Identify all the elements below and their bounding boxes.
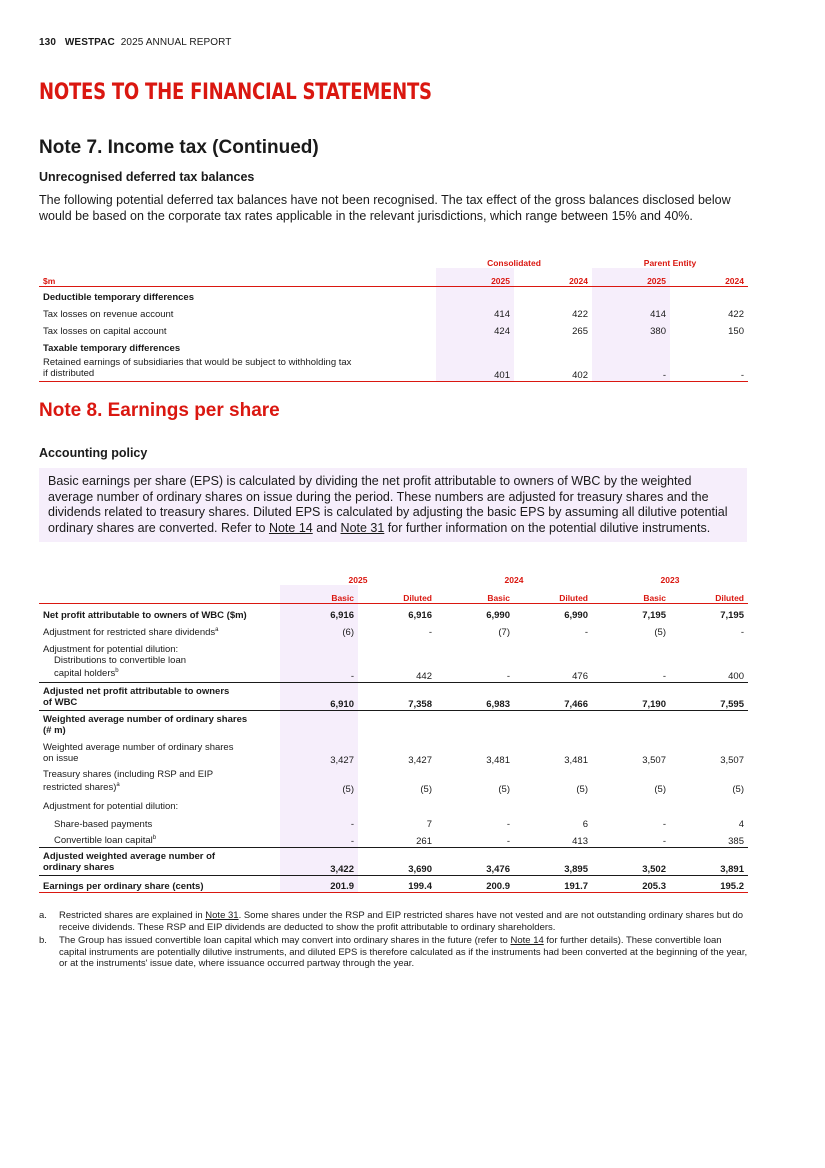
cell-value: 413: [572, 835, 588, 847]
cell-value: 3,476: [486, 863, 510, 875]
row-label: ordinary shares: [43, 861, 115, 873]
cell-value: 7,195: [642, 610, 666, 621]
table-row: [39, 875, 748, 892]
row-label: Adjustment for potential dilution:: [43, 801, 179, 812]
cell-value: 3,422: [280, 847, 358, 875]
cell-value: 205.3: [642, 880, 666, 892]
footnote-b: [39, 935, 748, 970]
cell-value: 414: [436, 303, 514, 320]
note14-link[interactable]: Note 14: [510, 935, 544, 946]
row-label: restricted shares): [43, 782, 117, 793]
cell-value: 265: [572, 326, 588, 337]
table-row: [39, 638, 748, 655]
cell-value: 191.7: [564, 880, 588, 892]
row-label: Earnings per ordinary share (cents): [43, 880, 204, 892]
cell-value: -: [280, 830, 358, 847]
cell-value: 7,190: [642, 698, 666, 710]
col-diluted: Diluted: [715, 592, 744, 603]
brand-name: WESTPAC: [64, 37, 115, 48]
row-label: Retained earnings of subsidiaries that would be subject to withholding tax: [43, 356, 352, 368]
cell-value: (5): [732, 784, 744, 795]
col-diluted: Diluted: [559, 592, 588, 603]
note7-subtitle: Unrecognised deferred tax balances: [39, 170, 255, 184]
cell-value: 3,690: [408, 863, 432, 875]
cell-value: 3,891: [720, 863, 744, 875]
policy-text: for further information on the potential dilutive instruments.: [384, 520, 711, 535]
footnote-marker: b: [115, 668, 119, 675]
policy-text: Basic earnings per share (EPS) is calculated by dividing the net profit attributable to owners of WBC by the weighted average number of ordinary shares on issue during the period. These numbers are adjusted for treasury shares and the dividends related to treasury shares. Diluted EPS is calculated by adjusting the basic EPS by assuming all dilutive potential ordinary shares are converted. Refer to: [48, 474, 728, 535]
year-col: 2024: [569, 275, 588, 286]
cell-value: 6,983: [486, 698, 510, 710]
cell-value: 6,916: [280, 603, 358, 621]
table-row: [39, 812, 748, 830]
cell-value: -: [428, 627, 432, 638]
table-row: [39, 337, 748, 354]
col-basic: Basic: [280, 585, 358, 603]
cell-value: (5): [280, 766, 358, 795]
cell-value: 380: [592, 320, 670, 337]
cell-value: 3,507: [642, 755, 666, 766]
footnote-marker: b.: [39, 935, 47, 946]
row-label: of WBC: [43, 696, 78, 708]
footnote-marker: b: [152, 835, 157, 842]
row-label: if distributed: [43, 367, 95, 379]
cell-value: 414: [592, 303, 670, 320]
note7-intro: The following potential deferred tax balances have not been recognised. The tax effect of the gross balances disclosed below would be based on the corporate tax rates applicable in the relevant jurisdictions, which range between 15% and 40%.: [39, 193, 731, 223]
cell-value: 402: [572, 369, 588, 381]
policy-text: and: [312, 520, 341, 535]
table-row: [39, 303, 748, 320]
cell-value: -: [506, 835, 510, 847]
unit-label: $m: [43, 275, 56, 286]
cell-value: 3,427: [408, 755, 432, 766]
row-label: Treasury shares (including RSP and EIP: [43, 768, 214, 780]
table-row: [39, 354, 748, 381]
table-group-header: [39, 254, 748, 268]
section-label: Taxable temporary differences: [43, 343, 181, 354]
row-label: Tax losses on capital account: [43, 326, 167, 337]
cell-value: 7,466: [564, 698, 588, 710]
cell-value: -: [280, 812, 358, 830]
cell-value: (5): [498, 784, 510, 795]
cell-value: -: [592, 354, 670, 381]
group-consolidated: Consolidated: [487, 258, 541, 268]
table-row: [39, 847, 748, 875]
table-year-header: [39, 570, 748, 585]
row-label: on issue: [43, 753, 79, 764]
section-label: Deductible temporary differences: [43, 292, 194, 303]
cell-value: 201.9: [280, 875, 358, 892]
section-label: (# m): [43, 725, 66, 736]
year-col: 2025: [592, 268, 670, 286]
row-label: Weighted average number of ordinary shares: [43, 742, 234, 753]
cell-value: 385: [728, 835, 744, 847]
cell-value: 7: [426, 819, 432, 830]
year-2025: 2025: [348, 575, 368, 585]
cell-value: -: [662, 835, 666, 847]
note8-subtitle: Accounting policy: [39, 446, 148, 460]
cell-value: (5): [576, 784, 588, 795]
cell-value: 422: [728, 309, 744, 320]
cell-value: -: [506, 670, 510, 682]
note7-title: Note 7. Income tax (Continued): [39, 137, 319, 158]
footnote-marker: a: [116, 781, 120, 788]
section-label: Weighted average number of ordinary shares: [43, 714, 248, 725]
note31-link[interactable]: Note 31: [205, 910, 239, 921]
accounting-policy-box: [39, 468, 747, 542]
cell-value: 3,895: [564, 863, 588, 875]
cell-value: (7): [498, 627, 510, 638]
cell-value: (6): [280, 621, 358, 638]
note8-title: Note 8. Earnings per share: [39, 400, 280, 421]
row-label: Adjustment for potential dilution:: [43, 644, 179, 655]
cell-value: 3,502: [642, 863, 666, 875]
col-diluted: Diluted: [403, 592, 432, 603]
footnote-text: . Some shares under the RSP and EIP restricted shares have not vested and are not outstanding ordinary shares but do receive dividends. These RSP and EIP dividends are deducted to show the profit attributable to ordinary shareholders.: [59, 910, 744, 933]
table-row: [39, 682, 748, 710]
table-row: [39, 621, 748, 638]
cell-value: 199.4: [408, 880, 432, 892]
cell-value: -: [506, 819, 510, 830]
table-col-header: [39, 585, 748, 603]
row-label: Distributions to convertible loan: [54, 655, 187, 667]
row-label: Adjustment for restricted share dividends: [43, 627, 216, 638]
cell-value: (5): [654, 627, 666, 638]
cell-value: 6,990: [486, 610, 510, 621]
cell-value: 7,195: [720, 610, 744, 621]
cell-value: 422: [572, 309, 588, 320]
page-number: 130: [39, 37, 56, 48]
report-name: 2025 ANNUAL REPORT: [120, 37, 232, 48]
row-label: Adjusted net profit attributable to owners: [43, 685, 230, 697]
note14-link[interactable]: Note 14: [268, 520, 313, 535]
cell-value: 6,910: [280, 682, 358, 710]
row-label: Convertible loan capital: [54, 835, 153, 847]
row-label: capital holders: [54, 668, 116, 680]
row-label: Net profit attributable to owners of WBC ($m): [43, 610, 247, 621]
table-row: [39, 795, 748, 812]
row-label: Adjusted weighted average number of: [43, 850, 216, 862]
cell-value: 4: [738, 819, 744, 830]
cell-value: 3,481: [564, 755, 588, 766]
cell-value: -: [584, 627, 588, 638]
year-2024: 2024: [504, 575, 524, 585]
deferred-tax-table: [39, 254, 748, 382]
cell-value: 400: [728, 670, 744, 682]
footnote-marker: a: [215, 626, 219, 633]
table-row: [39, 710, 748, 738]
cell-value: 261: [416, 835, 432, 847]
cell-value: 150: [728, 326, 744, 337]
footnote-a: [39, 910, 748, 933]
footnote-text: The Group has issued convertible loan capital which may convert into ordinary shares in the future (refer to: [59, 935, 511, 946]
cell-value: -: [740, 627, 744, 638]
table-row: [39, 830, 748, 847]
table-row: [39, 766, 748, 795]
cell-value: -: [662, 670, 666, 682]
cell-value: 3,427: [280, 738, 358, 766]
table-row: [39, 603, 748, 621]
year-2023: 2023: [660, 575, 680, 585]
cell-value: (5): [654, 784, 666, 795]
table-row: [39, 286, 748, 303]
cell-value: 476: [572, 670, 588, 682]
note31-link[interactable]: Note 31: [340, 520, 385, 535]
cell-value: 3,507: [720, 755, 744, 766]
cell-value: 195.2: [720, 880, 744, 892]
cell-value: 442: [416, 670, 432, 682]
cell-value: 200.9: [486, 880, 510, 892]
table-year-header: [39, 268, 748, 286]
cell-value: -: [280, 655, 358, 682]
row-label: Share-based payments: [54, 819, 153, 830]
group-parent-entity: Parent Entity: [643, 258, 697, 268]
cell-value: -: [662, 819, 666, 830]
cell-value: 401: [436, 354, 514, 381]
section-banner: NOTES TO THE FINANCIAL STATEMENTS: [39, 80, 432, 105]
eps-table: [39, 570, 748, 893]
cell-value: 3,481: [486, 755, 510, 766]
cell-value: 424: [436, 320, 514, 337]
row-label: Tax losses on revenue account: [43, 309, 174, 320]
year-col: 2024: [725, 275, 744, 286]
table-row: [39, 738, 748, 766]
footnote-marker: a.: [39, 910, 47, 921]
col-basic: Basic: [487, 592, 510, 603]
footnote-text: Restricted shares are explained in: [59, 910, 206, 921]
page-header: [39, 37, 232, 48]
cell-value: 6,990: [564, 610, 588, 621]
table-row: [39, 320, 748, 337]
footnote-text: for further details). These convertible loan capital instruments are potentially dilutive instruments, and diluted EPS is therefore calculated as if the instruments had been converted at the beginning of the year, or at the instruments' issue date, where issuance occurred partway through the year.: [59, 935, 748, 969]
cell-value: 6,916: [408, 610, 432, 621]
cell-value: 6: [582, 819, 588, 830]
cell-value: 7,358: [408, 698, 432, 710]
year-col: 2025: [436, 268, 514, 286]
col-basic: Basic: [643, 592, 666, 603]
cell-value: (5): [420, 784, 432, 795]
cell-value: -: [740, 369, 744, 381]
table-row: [39, 655, 748, 682]
cell-value: 7,595: [720, 698, 744, 710]
